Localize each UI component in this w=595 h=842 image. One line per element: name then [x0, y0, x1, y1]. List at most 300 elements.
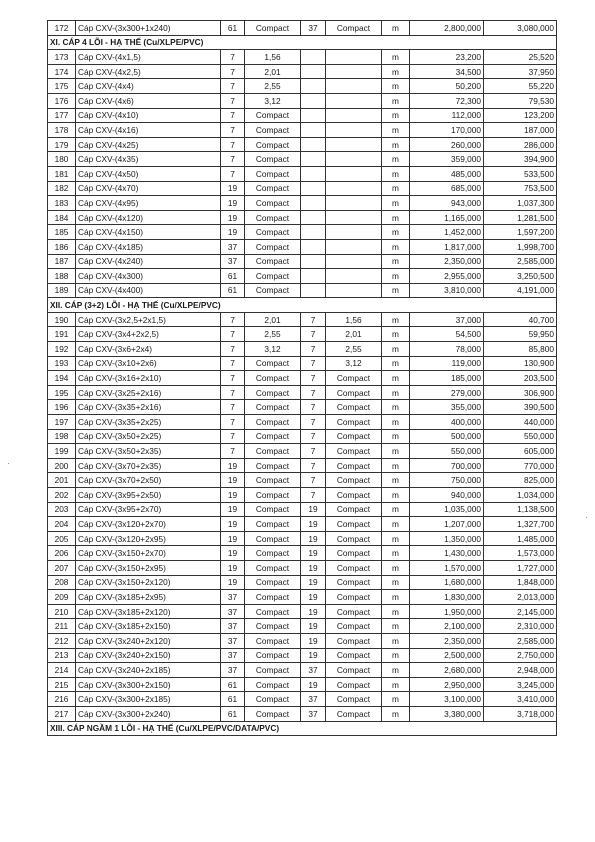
price-cell: 78,000 — [410, 342, 484, 357]
phase-conductor-cell: Compact — [245, 560, 301, 575]
product-name-cell: Cáp CXV-(3x50+2x35) — [76, 444, 221, 459]
phase-conductor-cell: Compact — [245, 619, 301, 634]
neutral-conductor-cell: Compact — [326, 633, 382, 648]
unit-cell: m — [382, 283, 410, 298]
neutral-strand-count-cell — [301, 254, 326, 269]
unit-cell: m — [382, 371, 410, 386]
neutral-strand-count-cell: 37 — [301, 663, 326, 678]
price-with-vat-cell: 187,000 — [484, 123, 557, 138]
item-number-cell: 172 — [48, 21, 76, 36]
price-cell: 3,380,000 — [410, 706, 484, 721]
table-row — [48, 93, 557, 108]
product-name-cell: Cáp CXV-(3x240+2x185) — [76, 663, 221, 678]
neutral-strand-count-cell: 19 — [301, 560, 326, 575]
neutral-strand-count-cell — [301, 137, 326, 152]
neutral-strand-count-cell — [301, 283, 326, 298]
table-row — [48, 254, 557, 269]
unit-cell: m — [382, 108, 410, 123]
unit-cell: m — [382, 225, 410, 240]
neutral-strand-count-cell — [301, 196, 326, 211]
phase-strand-count-cell: 19 — [221, 531, 245, 546]
product-name-cell: Cáp CXV-(4x185) — [76, 239, 221, 254]
unit-cell: m — [382, 152, 410, 167]
scan-speck — [586, 517, 587, 518]
table-row — [48, 108, 557, 123]
phase-strand-count-cell: 37 — [221, 633, 245, 648]
neutral-strand-count-cell: 19 — [301, 531, 326, 546]
table-row — [48, 692, 557, 707]
table-row — [48, 400, 557, 415]
price-with-vat-cell: 1,281,500 — [484, 210, 557, 225]
neutral-strand-count-cell — [301, 210, 326, 225]
unit-cell: m — [382, 385, 410, 400]
price-with-vat-cell: 55,220 — [484, 79, 557, 94]
table-row — [48, 677, 557, 692]
product-name-cell: Cáp CXV-(3x35+2x16) — [76, 400, 221, 415]
phase-conductor-cell: Compact — [245, 283, 301, 298]
price-cell: 54,500 — [410, 327, 484, 342]
item-number-cell: 185 — [48, 225, 76, 240]
phase-strand-count-cell: 7 — [221, 137, 245, 152]
phase-strand-count-cell: 19 — [221, 575, 245, 590]
neutral-conductor-cell — [326, 225, 382, 240]
neutral-strand-count-cell — [301, 79, 326, 94]
table-row — [48, 181, 557, 196]
unit-cell: m — [382, 181, 410, 196]
phase-strand-count-cell: 61 — [221, 283, 245, 298]
price-cell: 72,300 — [410, 93, 484, 108]
unit-cell: m — [382, 269, 410, 284]
neutral-strand-count-cell: 7 — [301, 342, 326, 357]
unit-cell: m — [382, 356, 410, 371]
phase-strand-count-cell: 7 — [221, 79, 245, 94]
table-row — [48, 50, 557, 65]
section-title: XIII. CÁP NGẦM 1 LÕI - HẠ THẾ (Cu/XLPE/PVC/DATA/PVC) — [48, 721, 557, 736]
product-name-cell: Cáp CXV-(3x2,5+2x1,5) — [76, 312, 221, 327]
product-name-cell: Cáp CXV-(4x70) — [76, 181, 221, 196]
phase-conductor-cell: Compact — [245, 239, 301, 254]
phase-strand-count-cell: 37 — [221, 663, 245, 678]
item-number-cell: 193 — [48, 356, 76, 371]
price-with-vat-cell: 2,145,000 — [484, 604, 557, 619]
neutral-strand-count-cell: 19 — [301, 604, 326, 619]
neutral-conductor-cell: Compact — [326, 692, 382, 707]
neutral-strand-count-cell: 19 — [301, 633, 326, 648]
price-cell: 400,000 — [410, 415, 484, 430]
product-name-cell: Cáp CXV-(3x185+2x120) — [76, 604, 221, 619]
product-name-cell: Cáp CXV-(3x300+2x185) — [76, 692, 221, 707]
price-with-vat-cell: 1,573,000 — [484, 546, 557, 561]
price-with-vat-cell: 3,250,500 — [484, 269, 557, 284]
price-cell: 940,000 — [410, 488, 484, 503]
price-with-vat-cell: 25,520 — [484, 50, 557, 65]
table-row — [48, 546, 557, 561]
price-with-vat-cell: 123,200 — [484, 108, 557, 123]
phase-strand-count-cell: 7 — [221, 444, 245, 459]
unit-cell: m — [382, 429, 410, 444]
price-table — [47, 20, 557, 736]
neutral-strand-count-cell: 19 — [301, 590, 326, 605]
price-table-body — [48, 21, 557, 736]
phase-conductor-cell: 2,55 — [245, 327, 301, 342]
item-number-cell: 187 — [48, 254, 76, 269]
unit-cell: m — [382, 21, 410, 36]
item-number-cell: 213 — [48, 648, 76, 663]
neutral-strand-count-cell: 19 — [301, 575, 326, 590]
price-with-vat-cell: 3,245,000 — [484, 677, 557, 692]
phase-conductor-cell: 2,55 — [245, 79, 301, 94]
phase-conductor-cell: Compact — [245, 677, 301, 692]
item-number-cell: 206 — [48, 546, 76, 561]
price-with-vat-cell: 2,585,000 — [484, 633, 557, 648]
price-with-vat-cell: 394,900 — [484, 152, 557, 167]
price-cell: 2,680,000 — [410, 663, 484, 678]
neutral-conductor-cell: Compact — [326, 531, 382, 546]
item-number-cell: 181 — [48, 166, 76, 181]
item-number-cell: 205 — [48, 531, 76, 546]
table-row — [48, 415, 557, 430]
phase-strand-count-cell: 37 — [221, 590, 245, 605]
table-row — [48, 706, 557, 721]
price-cell: 1,430,000 — [410, 546, 484, 561]
price-with-vat-cell: 605,000 — [484, 444, 557, 459]
item-number-cell: 174 — [48, 64, 76, 79]
price-with-vat-cell: 130,900 — [484, 356, 557, 371]
price-cell: 943,000 — [410, 196, 484, 211]
unit-cell: m — [382, 64, 410, 79]
item-number-cell: 196 — [48, 400, 76, 415]
neutral-strand-count-cell — [301, 123, 326, 138]
table-row — [48, 648, 557, 663]
phase-strand-count-cell: 19 — [221, 502, 245, 517]
product-name-cell: Cáp CXV-(4x400) — [76, 283, 221, 298]
product-name-cell: Cáp CXV-(3x150+2x95) — [76, 560, 221, 575]
phase-strand-count-cell: 7 — [221, 64, 245, 79]
price-with-vat-cell: 440,000 — [484, 415, 557, 430]
table-row — [48, 575, 557, 590]
phase-conductor-cell: Compact — [245, 356, 301, 371]
phase-conductor-cell: 2,01 — [245, 64, 301, 79]
neutral-conductor-cell: Compact — [326, 619, 382, 634]
phase-conductor-cell: Compact — [245, 181, 301, 196]
item-number-cell: 190 — [48, 312, 76, 327]
neutral-conductor-cell — [326, 196, 382, 211]
phase-strand-count-cell: 7 — [221, 123, 245, 138]
price-with-vat-cell: 40,700 — [484, 312, 557, 327]
table-row — [48, 64, 557, 79]
item-number-cell: 191 — [48, 327, 76, 342]
item-number-cell: 212 — [48, 633, 76, 648]
table-row — [48, 473, 557, 488]
phase-conductor-cell: Compact — [245, 692, 301, 707]
unit-cell: m — [382, 400, 410, 415]
neutral-strand-count-cell — [301, 181, 326, 196]
section-header-row — [48, 35, 557, 50]
table-row — [48, 123, 557, 138]
product-name-cell: Cáp CXV-(3x16+2x10) — [76, 371, 221, 386]
product-name-cell: Cáp CXV-(4x16) — [76, 123, 221, 138]
section-title: XI. CÁP 4 LÕI - HẠ THẾ (Cu/XLPE/PVC) — [48, 35, 557, 50]
neutral-conductor-cell: Compact — [326, 473, 382, 488]
phase-strand-count-cell: 37 — [221, 648, 245, 663]
product-name-cell: Cáp CXV-(3x150+2x120) — [76, 575, 221, 590]
product-name-cell: Cáp CXV-(4x35) — [76, 152, 221, 167]
item-number-cell: 189 — [48, 283, 76, 298]
table-row — [48, 196, 557, 211]
phase-conductor-cell: Compact — [245, 458, 301, 473]
unit-cell: m — [382, 327, 410, 342]
product-name-cell: Cáp CXV-(3x35+2x25) — [76, 415, 221, 430]
unit-cell: m — [382, 210, 410, 225]
phase-strand-count-cell: 7 — [221, 93, 245, 108]
phase-conductor-cell: Compact — [245, 488, 301, 503]
neutral-conductor-cell — [326, 108, 382, 123]
item-number-cell: 198 — [48, 429, 76, 444]
item-number-cell: 217 — [48, 706, 76, 721]
price-with-vat-cell: 3,080,000 — [484, 21, 557, 36]
price-cell: 23,200 — [410, 50, 484, 65]
unit-cell: m — [382, 254, 410, 269]
item-number-cell: 188 — [48, 269, 76, 284]
phase-strand-count-cell: 7 — [221, 415, 245, 430]
neutral-conductor-cell: Compact — [326, 458, 382, 473]
price-cell: 112,000 — [410, 108, 484, 123]
product-name-cell: Cáp CXV-(3x50+2x25) — [76, 429, 221, 444]
item-number-cell: 214 — [48, 663, 76, 678]
unit-cell: m — [382, 166, 410, 181]
price-cell: 550,000 — [410, 444, 484, 459]
neutral-conductor-cell: 2,01 — [326, 327, 382, 342]
price-cell: 34,500 — [410, 64, 484, 79]
neutral-conductor-cell — [326, 137, 382, 152]
neutral-conductor-cell — [326, 239, 382, 254]
item-number-cell: 197 — [48, 415, 76, 430]
phase-conductor-cell: Compact — [245, 152, 301, 167]
phase-conductor-cell: Compact — [245, 385, 301, 400]
phase-conductor-cell: Compact — [245, 604, 301, 619]
product-name-cell: Cáp CXV-(4x95) — [76, 196, 221, 211]
phase-conductor-cell: Compact — [245, 502, 301, 517]
neutral-conductor-cell: Compact — [326, 400, 382, 415]
phase-strand-count-cell: 37 — [221, 254, 245, 269]
product-name-cell: Cáp CXV-(3x95+2x70) — [76, 502, 221, 517]
unit-cell: m — [382, 342, 410, 357]
neutral-conductor-cell: Compact — [326, 677, 382, 692]
neutral-conductor-cell: 1,56 — [326, 312, 382, 327]
neutral-conductor-cell: Compact — [326, 546, 382, 561]
price-with-vat-cell: 2,013,000 — [484, 590, 557, 605]
product-name-cell: Cáp CXV-(3x300+2x240) — [76, 706, 221, 721]
phase-strand-count-cell: 19 — [221, 560, 245, 575]
price-with-vat-cell: 1,034,000 — [484, 488, 557, 503]
table-row — [48, 663, 557, 678]
neutral-conductor-cell: Compact — [326, 415, 382, 430]
neutral-strand-count-cell: 7 — [301, 429, 326, 444]
price-with-vat-cell: 1,597,200 — [484, 225, 557, 240]
table-row — [48, 560, 557, 575]
phase-conductor-cell: Compact — [245, 517, 301, 532]
phase-conductor-cell: Compact — [245, 400, 301, 415]
neutral-conductor-cell: Compact — [326, 429, 382, 444]
product-name-cell: Cáp CXV-(3x95+2x50) — [76, 488, 221, 503]
neutral-strand-count-cell: 7 — [301, 327, 326, 342]
phase-conductor-cell: Compact — [245, 21, 301, 36]
price-with-vat-cell: 1,327,700 — [484, 517, 557, 532]
neutral-conductor-cell: Compact — [326, 488, 382, 503]
phase-conductor-cell: Compact — [245, 444, 301, 459]
unit-cell: m — [382, 633, 410, 648]
unit-cell: m — [382, 706, 410, 721]
unit-cell: m — [382, 692, 410, 707]
item-number-cell: 204 — [48, 517, 76, 532]
phase-conductor-cell: Compact — [245, 546, 301, 561]
item-number-cell: 194 — [48, 371, 76, 386]
phase-strand-count-cell: 19 — [221, 196, 245, 211]
unit-cell: m — [382, 458, 410, 473]
phase-strand-count-cell: 7 — [221, 385, 245, 400]
price-with-vat-cell: 4,191,000 — [484, 283, 557, 298]
price-with-vat-cell: 1,848,000 — [484, 575, 557, 590]
price-cell: 500,000 — [410, 429, 484, 444]
table-row — [48, 210, 557, 225]
item-number-cell: 201 — [48, 473, 76, 488]
neutral-conductor-cell: Compact — [326, 560, 382, 575]
unit-cell: m — [382, 79, 410, 94]
item-number-cell: 195 — [48, 385, 76, 400]
price-with-vat-cell: 59,950 — [484, 327, 557, 342]
product-name-cell: Cáp CXV-(4x2,5) — [76, 64, 221, 79]
price-with-vat-cell: 306,900 — [484, 385, 557, 400]
price-with-vat-cell: 1,727,000 — [484, 560, 557, 575]
product-name-cell: Cáp CXV-(3x4+2x2,5) — [76, 327, 221, 342]
price-with-vat-cell: 533,500 — [484, 166, 557, 181]
unit-cell: m — [382, 677, 410, 692]
phase-conductor-cell: Compact — [245, 123, 301, 138]
unit-cell: m — [382, 648, 410, 663]
neutral-strand-count-cell — [301, 269, 326, 284]
neutral-conductor-cell — [326, 79, 382, 94]
phase-conductor-cell: Compact — [245, 415, 301, 430]
table-row — [48, 429, 557, 444]
price-cell: 2,100,000 — [410, 619, 484, 634]
neutral-strand-count-cell: 7 — [301, 312, 326, 327]
item-number-cell: 173 — [48, 50, 76, 65]
phase-strand-count-cell: 7 — [221, 400, 245, 415]
price-with-vat-cell: 1,998,700 — [484, 239, 557, 254]
price-cell: 3,810,000 — [410, 283, 484, 298]
item-number-cell: 211 — [48, 619, 76, 634]
phase-conductor-cell: Compact — [245, 210, 301, 225]
unit-cell: m — [382, 93, 410, 108]
item-number-cell: 178 — [48, 123, 76, 138]
item-number-cell: 200 — [48, 458, 76, 473]
product-name-cell: Cáp CXV-(4x300) — [76, 269, 221, 284]
phase-conductor-cell: Compact — [245, 590, 301, 605]
price-cell: 685,000 — [410, 181, 484, 196]
neutral-conductor-cell — [326, 64, 382, 79]
product-name-cell: Cáp CXV-(3x300+2x150) — [76, 677, 221, 692]
neutral-conductor-cell — [326, 283, 382, 298]
item-number-cell: 202 — [48, 488, 76, 503]
item-number-cell: 215 — [48, 677, 76, 692]
unit-cell: m — [382, 239, 410, 254]
neutral-strand-count-cell — [301, 108, 326, 123]
table-row — [48, 444, 557, 459]
neutral-conductor-cell: Compact — [326, 706, 382, 721]
neutral-strand-count-cell: 7 — [301, 371, 326, 386]
unit-cell: m — [382, 663, 410, 678]
neutral-strand-count-cell — [301, 239, 326, 254]
price-with-vat-cell: 770,000 — [484, 458, 557, 473]
neutral-conductor-cell: Compact — [326, 371, 382, 386]
neutral-strand-count-cell — [301, 93, 326, 108]
table-row — [48, 239, 557, 254]
product-name-cell: Cáp CXV-(4x240) — [76, 254, 221, 269]
phase-conductor-cell: Compact — [245, 633, 301, 648]
neutral-strand-count-cell: 7 — [301, 473, 326, 488]
price-cell: 2,950,000 — [410, 677, 484, 692]
item-number-cell: 210 — [48, 604, 76, 619]
table-row — [48, 21, 557, 36]
unit-cell: m — [382, 590, 410, 605]
neutral-conductor-cell: Compact — [326, 604, 382, 619]
unit-cell: m — [382, 473, 410, 488]
unit-cell: m — [382, 137, 410, 152]
neutral-strand-count-cell — [301, 225, 326, 240]
neutral-strand-count-cell — [301, 152, 326, 167]
neutral-conductor-cell: Compact — [326, 21, 382, 36]
phase-strand-count-cell: 61 — [221, 269, 245, 284]
neutral-strand-count-cell: 19 — [301, 648, 326, 663]
item-number-cell: 192 — [48, 342, 76, 357]
neutral-conductor-cell: Compact — [326, 444, 382, 459]
phase-conductor-cell: Compact — [245, 429, 301, 444]
product-name-cell: Cáp CXV-(3x120+2x70) — [76, 517, 221, 532]
product-name-cell: Cáp CXV-(4x150) — [76, 225, 221, 240]
unit-cell: m — [382, 415, 410, 430]
product-name-cell: Cáp CXV-(3x70+2x35) — [76, 458, 221, 473]
table-row — [48, 166, 557, 181]
price-with-vat-cell: 286,000 — [484, 137, 557, 152]
price-cell: 750,000 — [410, 473, 484, 488]
table-row — [48, 531, 557, 546]
phase-conductor-cell: Compact — [245, 166, 301, 181]
phase-conductor-cell: Compact — [245, 108, 301, 123]
unit-cell: m — [382, 575, 410, 590]
neutral-conductor-cell: Compact — [326, 648, 382, 663]
price-cell: 2,800,000 — [410, 21, 484, 36]
price-with-vat-cell: 203,500 — [484, 371, 557, 386]
neutral-conductor-cell: Compact — [326, 502, 382, 517]
table-row — [48, 517, 557, 532]
section-header-row — [48, 721, 557, 736]
neutral-conductor-cell — [326, 50, 382, 65]
table-row — [48, 633, 557, 648]
price-with-vat-cell: 825,000 — [484, 473, 557, 488]
section-header-row — [48, 298, 557, 313]
table-row — [48, 619, 557, 634]
product-name-cell: Cáp CXV-(4x50) — [76, 166, 221, 181]
unit-cell: m — [382, 196, 410, 211]
neutral-conductor-cell — [326, 269, 382, 284]
neutral-conductor-cell — [326, 166, 382, 181]
item-number-cell: 209 — [48, 590, 76, 605]
phase-strand-count-cell: 7 — [221, 108, 245, 123]
phase-strand-count-cell: 61 — [221, 692, 245, 707]
table-row — [48, 356, 557, 371]
table-row — [48, 502, 557, 517]
price-with-vat-cell: 2,750,000 — [484, 648, 557, 663]
